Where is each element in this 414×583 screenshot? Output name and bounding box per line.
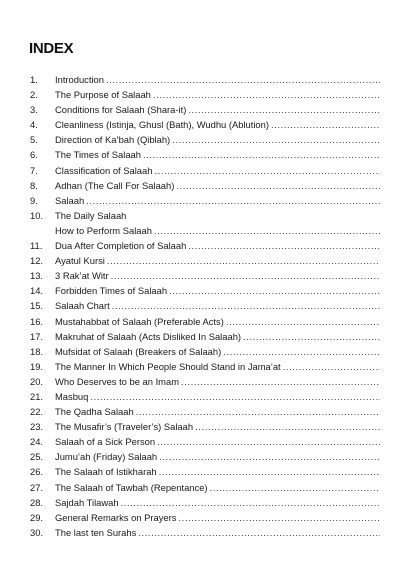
toc-entry-number: 9. <box>30 194 38 206</box>
toc-entry <box>30 480 380 495</box>
toc-entry <box>30 374 380 389</box>
page-title: INDEX <box>29 40 74 57</box>
toc-entry-title: 3 Rak’at Witr <box>55 270 109 282</box>
dot-leader <box>111 268 380 283</box>
toc-entry-title: Forbidden Times of Salaah <box>55 285 168 297</box>
toc-entry <box>30 359 380 374</box>
toc-entry <box>30 404 380 419</box>
toc-entry-title: Introduction <box>55 74 104 85</box>
dot-leader <box>226 314 380 329</box>
toc-entry-number: 26. <box>30 466 44 478</box>
table-of-contents <box>30 72 380 540</box>
toc-entry <box>30 193 380 208</box>
toc-entry-title: Mustahabbat of Salaah (Preferable Acts) <box>55 315 224 327</box>
toc-entry-title: Adhan (The Call For Salaah) <box>55 179 175 191</box>
toc-entry <box>30 283 380 298</box>
dot-leader <box>243 329 380 344</box>
toc-entry-title: Sajdah Tilawah <box>55 496 119 508</box>
dot-leader <box>153 87 380 102</box>
toc-entry-title: The Musafir’s (Traveler’s) Salaah <box>55 421 194 433</box>
toc-entry-title: Conditions for Salaah (Shara-it) <box>55 104 187 116</box>
toc-entry-title: Makruhat of Salaah (Acts Disliked In Salaah) <box>55 330 242 342</box>
dot-leader <box>172 132 380 147</box>
toc-entry-number: 1. <box>30 74 38 85</box>
dot-leader <box>138 525 380 540</box>
dot-leader <box>143 147 380 162</box>
toc-entry-title: Ayatul Kursi <box>55 255 105 267</box>
toc-entry-number: 20. <box>30 375 44 387</box>
dot-leader <box>106 72 380 87</box>
dot-leader <box>136 404 380 419</box>
dot-leader <box>154 163 380 178</box>
dot-leader <box>283 359 380 374</box>
toc-entry-title: Salaah of a Sick Person <box>55 436 156 448</box>
toc-entry-title: The Qadha Salaah <box>55 406 134 418</box>
toc-entry <box>30 87 380 102</box>
toc-entry-number: 6. <box>30 149 38 161</box>
toc-entry-number: 24. <box>30 436 44 448</box>
toc-entry <box>30 464 380 479</box>
toc-entry <box>30 449 380 464</box>
toc-entry <box>30 434 380 449</box>
toc-entry-number: 16. <box>30 315 44 327</box>
dot-leader <box>154 223 380 238</box>
toc-entry <box>30 419 380 434</box>
dot-leader <box>159 464 380 479</box>
dot-leader <box>188 238 380 253</box>
toc-entry-number: 23. <box>30 421 44 433</box>
toc-entry-number: 15. <box>30 300 44 312</box>
toc-entry <box>30 253 380 268</box>
toc-entry-number: 30. <box>30 526 44 538</box>
toc-entry-number: 5. <box>30 134 38 146</box>
toc-entry-number: 8. <box>30 179 38 191</box>
toc-entry-number: 12. <box>30 255 44 267</box>
toc-entry-title: The Manner In Which People Should Stand in Jama’at <box>55 360 281 372</box>
toc-entry <box>30 178 380 193</box>
toc-entry-number: 14. <box>30 285 44 297</box>
toc-entry <box>30 314 380 329</box>
toc-entry <box>30 495 380 510</box>
toc-entry-title: How to Perform Salaah <box>55 224 152 236</box>
toc-entry <box>30 223 380 238</box>
toc-entry-title: Direction of Ka’bah (Qiblah) <box>55 134 171 146</box>
toc-entry-number: 2. <box>30 89 38 101</box>
toc-entry-title: Classification of Salaah <box>55 164 153 176</box>
toc-entry-title: Who Deserves to be an Imam <box>55 375 180 387</box>
toc-entry <box>30 163 380 178</box>
toc-entry-title: The last ten Surahs <box>55 526 137 538</box>
toc-entry-title: The Daily Salaah <box>55 209 127 221</box>
toc-entry-number: 21. <box>30 390 44 402</box>
toc-entry <box>30 268 380 283</box>
toc-entry-number: 4. <box>30 119 38 131</box>
toc-entry <box>30 344 380 359</box>
toc-entry-number: 29. <box>30 511 44 523</box>
toc-entry-title: General Remarks on Prayers <box>55 511 177 523</box>
dot-leader <box>210 480 380 495</box>
dot-leader <box>271 117 380 132</box>
toc-entry-number: 27. <box>30 481 44 493</box>
toc-entry-number: 11. <box>30 240 43 252</box>
toc-entry-title: The Times of Salaah <box>55 149 141 161</box>
toc-entry-number: 10. <box>30 209 44 221</box>
dot-leader <box>121 495 380 510</box>
dot-leader <box>223 344 380 359</box>
dot-leader <box>178 510 380 525</box>
toc-entry <box>30 525 380 540</box>
toc-entry-title: The Salaah of Istikharah <box>55 466 157 478</box>
toc-entry-number: 18. <box>30 345 44 357</box>
toc-entry-number: 3. <box>30 104 38 116</box>
toc-entry-title: Dua After Completion of Salaah <box>55 240 187 252</box>
toc-entry <box>30 208 380 223</box>
toc-entry-title: The Salaah of Tawbah (Repentance) <box>55 481 208 493</box>
dot-leader <box>195 419 380 434</box>
toc-entry-number: 19. <box>30 360 44 372</box>
toc-entry-number: 7. <box>30 164 38 176</box>
toc-entry <box>30 132 380 147</box>
dot-leader <box>86 193 380 208</box>
toc-entry <box>30 298 380 313</box>
dot-leader <box>107 253 380 268</box>
toc-entry <box>30 102 380 117</box>
dot-leader <box>169 283 380 298</box>
toc-entry-title: Salaah Chart <box>55 300 110 312</box>
dot-leader <box>157 434 380 449</box>
toc-entry-number: 28. <box>30 496 44 508</box>
toc-entry-number: 25. <box>30 451 44 463</box>
toc-entry-title: Salaah <box>55 194 85 206</box>
toc-entry-title: The Purpose of Salaah <box>55 89 151 101</box>
toc-entry-title: Cleanliness (Istinja, Ghusl (Bath), Wudhu (Ablution) <box>55 119 269 131</box>
dot-leader <box>181 374 380 389</box>
toc-entry-title: Mufsidat of Salaah (Breakers of Salaah) <box>55 345 222 357</box>
dot-leader <box>112 298 380 313</box>
toc-entry <box>30 389 380 404</box>
dot-leader <box>176 178 380 193</box>
toc-entry-number: 17. <box>30 330 44 342</box>
dot-leader <box>188 102 380 117</box>
dot-leader <box>90 389 380 404</box>
toc-entry <box>30 329 380 344</box>
toc-entry <box>30 510 380 525</box>
toc-entry <box>30 147 380 162</box>
toc-entry-title: Masbuq <box>55 390 89 402</box>
toc-entry <box>30 238 380 253</box>
toc-entry <box>30 72 380 87</box>
toc-entry <box>30 117 380 132</box>
toc-entry-title: Jumu’ah (Friday) Salaah <box>55 451 158 463</box>
toc-entry-number: 13. <box>30 270 44 282</box>
toc-entry-number: 22. <box>30 406 44 418</box>
dot-leader <box>159 449 380 464</box>
